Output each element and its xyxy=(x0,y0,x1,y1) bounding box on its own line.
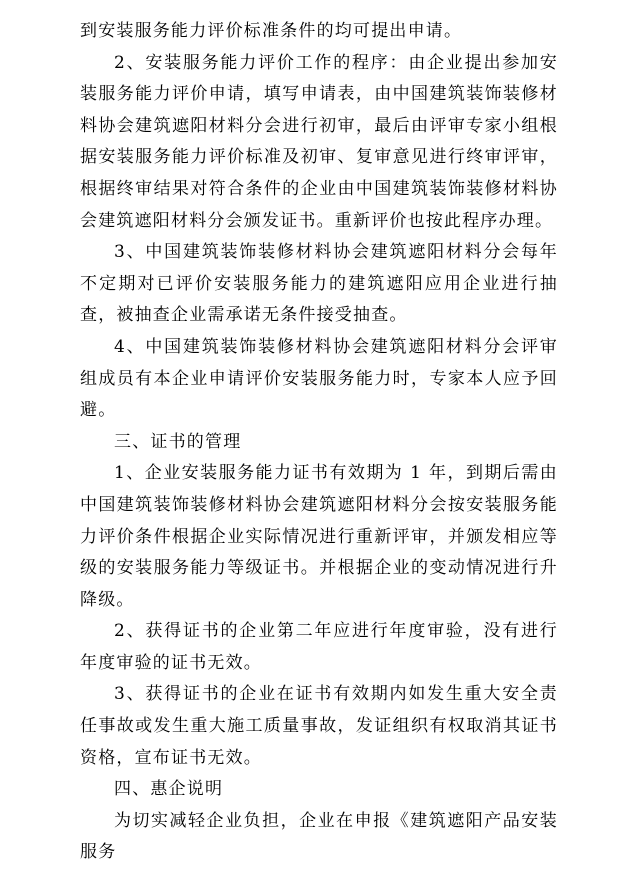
section-heading-certificate-management: 三、证书的管理 xyxy=(114,431,242,452)
paragraph-evaluation-procedure: 2、安装服务能力评价工作的程序：由企业提出参加安装服务能力评价申请，填写申请表，由中国建筑装饰装修材料协会建筑遮阳材料分会进行初审，最后由评审专家小组根据安装服务能力评价标准及初审、复审意见进行终审评审，根据终审结果对符合条件的企业由中国建筑装饰装修材料协会建筑遮阳材料分会颁发证书。重新评价也按此程序办理。 xyxy=(80,52,558,231)
paragraph-continuation: 到安装服务能力评价标准条件的均可提出申请。 xyxy=(80,21,463,41)
paragraph-expert-recusal: 4、中国建筑装饰装修材料协会建筑遮阳材料分会评审组成员有本企业申请评价安装服务能力时，专家本人应予回避。 xyxy=(80,336,558,421)
paragraph-certificate-revocation: 3、获得证书的企业在证书有效期内如发生重大安全责任事故或发生重大施工质量事故，发证组织有权取消其证书资格，宣布证书无效。 xyxy=(80,684,558,768)
paragraph-spot-check: 3、中国建筑装饰装修材料协会建筑遮阳材料分会每年不定期对已评价安装服务能力的建筑遮阳应用企业进行抽查，被抽查企业需承诺无条件接受抽查。 xyxy=(80,242,558,326)
section-heading-enterprise-benefits: 四、惠企说明 xyxy=(114,779,224,800)
paragraph-certificate-validity: 1、企业安装服务能力证书有效期为 1 年，到期后需由中国建筑装饰装修材料协会建筑遮阳材料分会按安装服务能力评价条件根据企业实际情况进行重新评审，并颁发相应等级的安装服务能力等级证书。并根据企业的变动情况进行升降级。 xyxy=(80,463,558,610)
paragraph-annual-review: 2、获得证书的企业第二年应进行年度审验，没有进行年度审验的证书无效。 xyxy=(80,621,558,673)
document-body xyxy=(80,16,558,869)
paragraph-burden-reduction: 为切实减轻企业负担，企业在申报《建筑遮阳产品安装服务 xyxy=(80,810,558,863)
